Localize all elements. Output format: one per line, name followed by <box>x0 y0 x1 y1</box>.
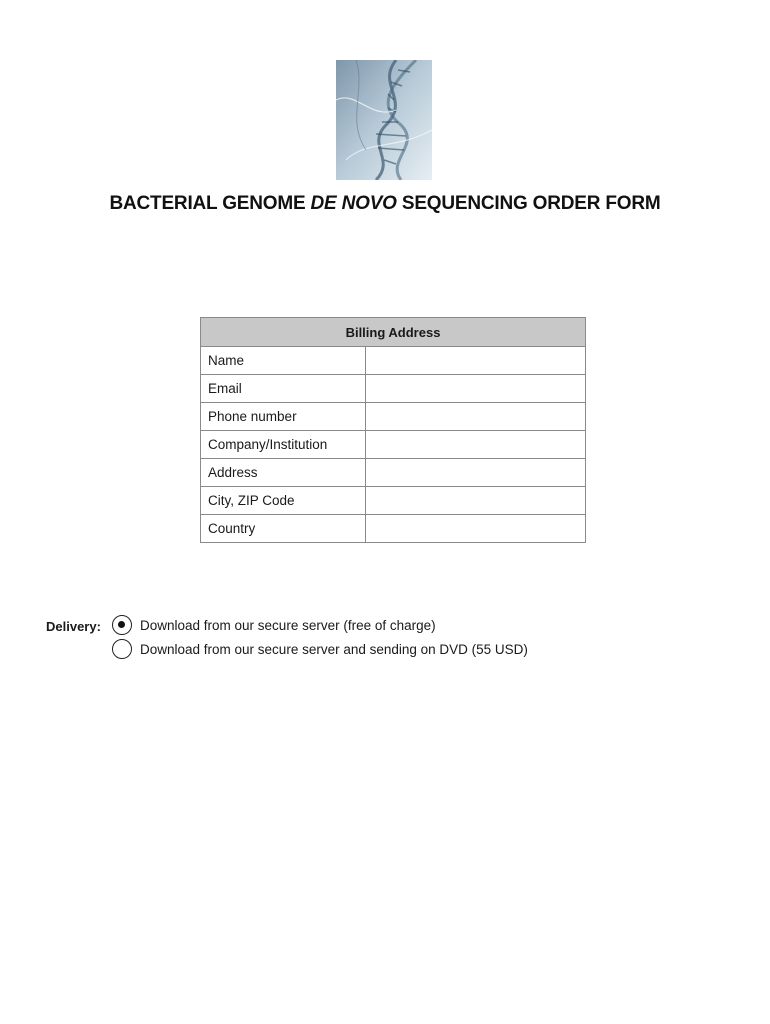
billing-address-table <box>200 317 586 543</box>
company-field[interactable] <box>366 431 586 459</box>
country-field[interactable] <box>366 515 586 543</box>
billing-label: Country <box>201 515 366 543</box>
billing-heading: Billing Address <box>201 318 586 347</box>
delivery-label: Delivery: <box>46 619 101 634</box>
radio-selected-dot <box>118 621 125 628</box>
billing-row-phone <box>201 403 586 431</box>
delivery-option-label: Download from our secure server and sending on DVD (55 USD) <box>140 642 528 657</box>
billing-label: Email <box>201 375 366 403</box>
billing-label: City, ZIP Code <box>201 487 366 515</box>
billing-label: Company/Institution <box>201 431 366 459</box>
delivery-radio-free[interactable] <box>112 615 132 635</box>
page-title <box>0 193 770 215</box>
billing-row-email <box>201 375 586 403</box>
billing-label: Name <box>201 347 366 375</box>
city-zip-field[interactable] <box>366 487 586 515</box>
email-field[interactable] <box>366 375 586 403</box>
title-part-2: SEQUENCING ORDER FORM <box>396 193 661 214</box>
name-field[interactable] <box>366 347 586 375</box>
billing-row-address <box>201 459 586 487</box>
delivery-option-label: Download from our secure server (free of charge) <box>140 618 436 633</box>
billing-row-name <box>201 347 586 375</box>
address-field[interactable] <box>366 459 586 487</box>
billing-row-city-zip <box>201 487 586 515</box>
phone-field[interactable] <box>366 403 586 431</box>
title-italic: DE NOVO <box>310 193 397 214</box>
billing-label: Phone number <box>201 403 366 431</box>
delivery-radio-dvd[interactable] <box>112 639 132 659</box>
billing-label: Address <box>201 459 366 487</box>
billing-row-company <box>201 431 586 459</box>
billing-row-country <box>201 515 586 543</box>
dna-logo-image <box>336 60 432 180</box>
title-part-1: BACTERIAL GENOME <box>109 193 311 214</box>
